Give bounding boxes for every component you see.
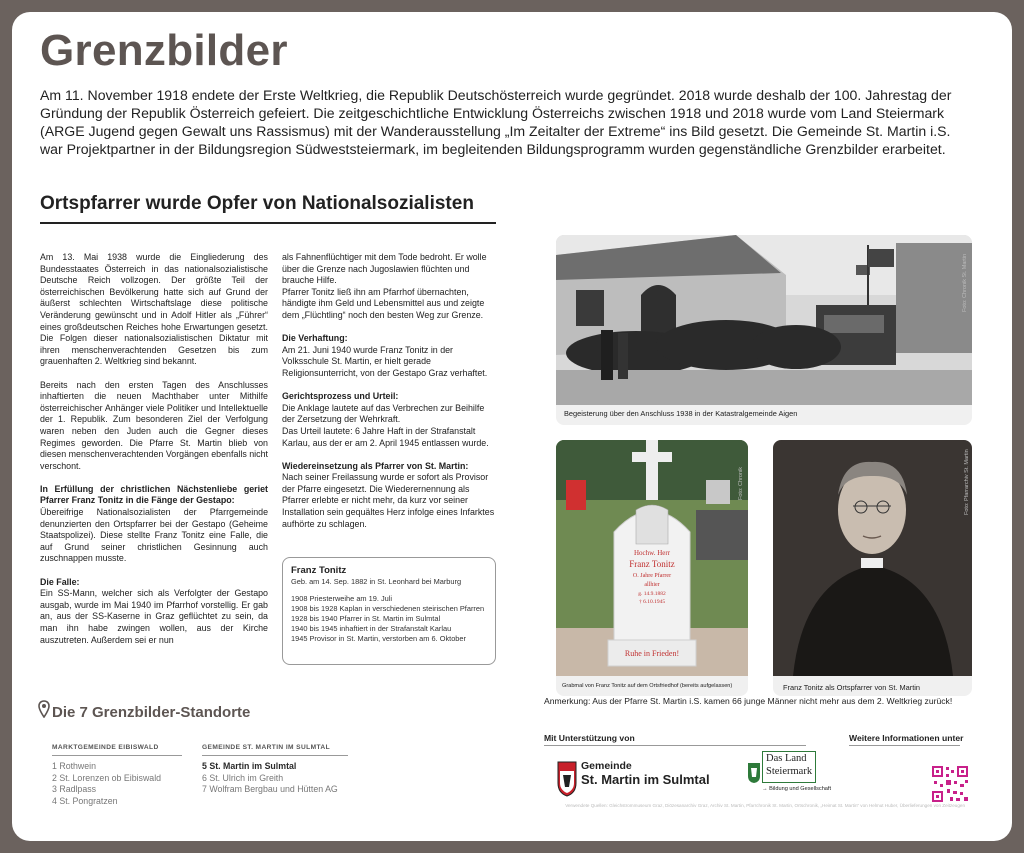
steiermark-crest-icon — [747, 762, 761, 784]
biography-box — [282, 557, 496, 665]
support-rule — [544, 745, 806, 746]
location-group-title: GEMEINDE ST. MARTIN IM SULMTAL — [202, 744, 330, 751]
crowd-photo — [556, 235, 972, 425]
photo-credit: Foto: Chronik St. Martin — [962, 253, 968, 312]
more-info-label: Weitere Informationen unter — [849, 733, 964, 743]
bio-event: 1928 bis 1940 Pfarrer in St. Martin im Sulmtal — [291, 614, 441, 623]
article-heading: Ortspfarrer wurde Opfer von Nationalsozialisten — [40, 193, 474, 214]
heading-rule — [40, 222, 496, 224]
bio-event: 1945 Provisor in St. Martin, verstorben am 6. Oktober — [291, 634, 466, 643]
bio-event: 1908 Priesterweihe am 19. Juli — [291, 594, 393, 603]
grave-line: O. Jahre Pfarrer — [632, 573, 672, 579]
location-list — [202, 761, 338, 796]
support-label: Mit Unterstützung von — [544, 733, 635, 743]
bio-born: Geb. am 14. Sep. 1882 in St. Leonhard bei Marburg — [291, 577, 462, 586]
paragraph: Am 21. Juni 1940 wurde Franz Tonitz in der Volksschule St. Martin, er hielt gerade Religionsunterricht, von der Gestapo Graz verhaftet. — [282, 344, 488, 378]
subheading: Die Verhaftung: — [282, 333, 348, 344]
paragraph: Pfarrer Tonitz ließ ihn am Pfarrhof übernachten, händigte ihm Geld und Lebensmittel aus und zeigte dem „Flüchtling“ noch den besten Weg zur Grenze. — [282, 286, 485, 320]
municipality-name-line2: St. Martin im Sulmtal — [581, 772, 710, 787]
paragraph: Bereits nach den ersten Tagen des Anschlusses inhaftierten die neuen Machthaber unter Mithilfe österreichischer Anhänger viele Politiker und Intellektuelle der 1. Republik. Zum besonderen Ziel der Verfolgung waren neben den Juden auch die Gegner dieses Regimes geworden. Die Pfarre St. Martin blieb von diesen menschenverachtenden Vorgängen ebenfalls nicht verschont. — [40, 379, 268, 471]
grave-line: Franz Tonitz — [629, 559, 675, 569]
grave-inscription: Ruhe in Frieden! — [624, 649, 680, 658]
grave-line: allhier — [644, 582, 660, 588]
steiermark-line3: → Bildung und Gesellschaft — [762, 786, 832, 792]
bio-event: 1940 bis 1945 inhaftiert in der Strafanstalt Karlau — [291, 624, 452, 633]
bio-name: Franz Tonitz — [291, 565, 347, 576]
subheading: In Erfüllung der christlichen Nächstenliebe geriet Pfarrer Franz Tonitz in die Fänge der Gestapo: — [40, 483, 268, 506]
grave-line: † 6.10.1945 — [638, 599, 666, 605]
subheading: Gerichtsprozess und Urteil: — [282, 391, 399, 402]
paragraph: als Fahnenflüchtiger mit dem Tode bedroht. Er wolle über die Grenze nach Jugoslawien flüchten und brauche Hilfe. — [282, 252, 487, 286]
grave-line: Hochw. Herr — [633, 549, 671, 557]
paragraph: Übereifrige Nationalsozialisten der Pfarrgemeinde denunzierten den Ortspfarrer bei der Gestapo (Geheime Staatspolizei). Diese stellte Franz Tonitz eine Falle, die auf Grund seiner christlichen Gesinnung auch zuschnappen musste. — [40, 507, 268, 564]
location-group-title: MARKTGEMEINDE EIBISWALD — [52, 744, 159, 751]
photo-credit: Foto: Pfarrarchiv St. Martin — [964, 449, 970, 515]
location-item: 3 Radlpass — [52, 784, 97, 794]
location-item: 7 Wolfram Bergbau und Hütten AG — [202, 784, 338, 794]
paragraph: Die Anklage lautete auf das Verbrechen zur Beihilfe der Zersetzung der Wehrkraft. — [282, 402, 485, 425]
bio-event: 1908 bis 1928 Kaplan in verschiedenen steirischen Pfarren — [291, 604, 485, 613]
location-item: 1 Rothwein — [52, 761, 97, 771]
paragraph: Das Urteil lautete: 6 Jahre Haft in der Strafanstalt Karlau, aus der er am 2. April 1945 entlassen wurde. — [282, 425, 489, 448]
municipal-crest-icon — [557, 761, 577, 797]
location-item: 2 St. Lorenzen ob Eibiswald — [52, 772, 162, 783]
intro-text: Am 11. November 1918 endete der Erste Weltkrieg, die Republik Deutschösterreich wurde gegründet. 2018 wurde deshalb der 100. Jahrestag der Gründung der Republik Österreich gefeiert. Die zeitgeschichtliche Entwicklung Österreichs zwischen 1918 und 2018 wurde vom Land Steiermark (ARGE Jugend gegen Gewalt uns Rassismus) mit der Wanderausstellung „Im Zeitalter der Extreme“ ins Bild gesetzt. Die Gemeinde St. Martin i.S. war Projektpartner in der Bildungsregion Südweststeiermark, im begleitenden Bildungsprogramm wurden gegenständliche Grenzbilder erarbeitet. — [40, 87, 952, 157]
paragraph: Ein SS-Mann, welcher sich als Verfolgter der Gestapo ausgab, wurde im Mai 1940 im Pfarrhof vorstellig. Er gab an, aus der SS-Kaserne in Graz geflüchtet zu sein, da man ihn habe zwingen wollen, aus der Kirche auszutreten. Außerdem sei er nun — [40, 588, 268, 645]
group-rule — [202, 755, 348, 756]
article-column-1 — [40, 252, 268, 658]
crowd-caption: Begeisterung über den Anschluss 1938 in der Katastralgemeinde Aigen — [564, 409, 798, 418]
grave-line: g. 14.9.1882 — [638, 591, 666, 597]
portrait-photo — [773, 440, 972, 696]
grave-photo — [556, 440, 748, 696]
grave-caption: Grabmal von Franz Tonitz auf dem Ortsfriedhof (bereits aufgelassen) — [562, 683, 733, 689]
steiermark-line1: Das Land — [766, 753, 807, 764]
paragraph: Nach seiner Freilassung wurde er sofort als Provisor der Pfarre eingesetzt. Die Wiederernennung als Pfarrer erlebte er nicht mehr, da kurz vor seiner Installation sein gequältes Herz infolge eines Infarktes aufhörte zu schlagen. — [282, 472, 495, 529]
article-column-2 — [282, 252, 496, 542]
location-item: 6 St. Ulrich im Greith — [202, 772, 284, 783]
municipality-name-line1: Gemeinde — [581, 760, 632, 772]
page-title: Grenzbilder — [40, 26, 288, 75]
location-item: 4 St. Pongratzen — [52, 795, 118, 806]
footnote: Anmerkung: Aus der Pfarre St. Martin i.S. kamen 66 junge Männer nicht mehr aus dem 2. Weltkrieg zurück! — [544, 696, 953, 706]
location-list — [52, 761, 161, 807]
subheading: Die Falle: — [40, 576, 80, 587]
sources-line: Verwendete Quellen: Gleichstrommuseum Graz, Diözesanarchiv Graz, Archiv St. Martin, Pfarrchronik St. Martin, Ortschronik, „Heimat St. Martin“ von Helmut Huber, Überlieferungen von Zeitzeugen — [565, 803, 965, 808]
locations-heading: Die 7 Grenzbilder-Standorte — [52, 704, 251, 721]
more-info-rule — [849, 745, 960, 746]
portrait-image — [773, 440, 972, 676]
qr-code-icon[interactable] — [930, 764, 970, 804]
location-item-current: 5 St. Martin im Sulmtal — [202, 761, 297, 771]
photo-credit: Foto: Chronik — [738, 466, 744, 500]
group-rule — [52, 755, 182, 756]
subheading: Wiedereinsetzung als Pfarrer von St. Martin: — [282, 460, 469, 471]
grave-image — [556, 440, 748, 676]
portrait-caption: Franz Tonitz als Ortspfarrer von St. Martin — [783, 683, 921, 692]
crowd-image — [556, 235, 972, 405]
steiermark-line2: Steiermark — [766, 766, 813, 777]
paragraph: Am 13. Mai 1938 wurde die Eingliederung des Bundesstaates Österreich in das nationalsozialistische Deutsche Reich vollzogen. Der größte Teil der österreichischen Bevölkerung hatte sich auf Grund der äußerst schlechten Wirtschaftslage diese politische Veränderung gewünscht und in Adolf Hitler als „Führer“ eines großdeutschen Reiches hohe Erwartungen gesetzt. Die Folgen dieser nationalsozialistischen Diktatur mit ihren menschenverachtenden Gesetzen bis zum grauenhaften 2. Weltkrieg sind bekannt. — [40, 252, 268, 367]
location-pin-icon — [38, 700, 50, 718]
